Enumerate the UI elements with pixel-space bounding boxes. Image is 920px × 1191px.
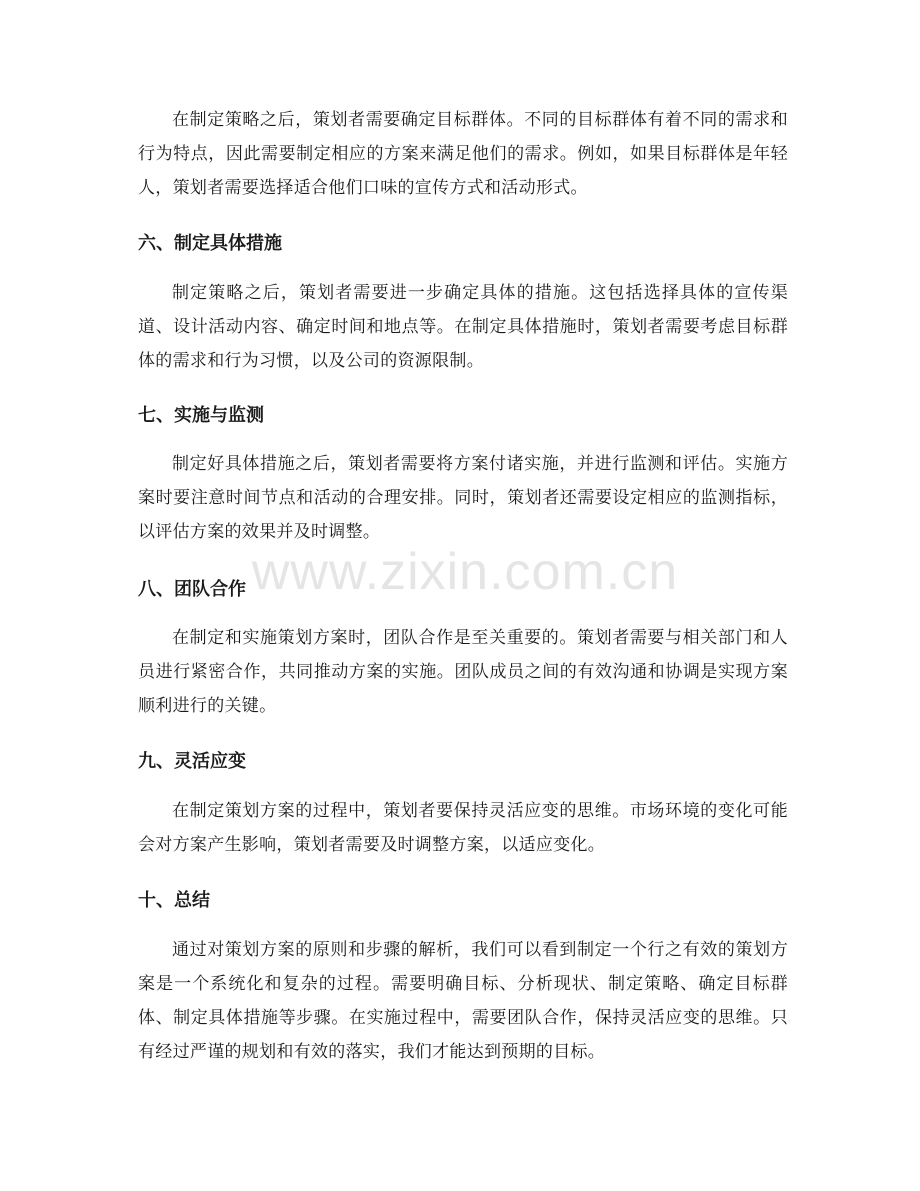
paragraph-10: 通过对策划方案的原则和步骤的解析，我们可以看到制定一个行之有效的策划方案是一个系统化和复杂的过程。需要明确目标、分析现状、制定策略、确定目标群体、制定具体措施等步骤。在实施过程中，需要团队合作，保持灵活应变的思维。只有经过严谨的规划和有效的落实，我们才能达到预期的目标。 (138, 940, 788, 1062)
paragraph-8: 在制定和实施策划方案时，团队合作是至关重要的。策划者需要与相关部门和人员进行紧密合作，共同推动方案的实施。团队成员之间的有效沟通和协调是实现方案顺利进行的关键。 (138, 628, 788, 716)
paragraph-9: 在制定策划方案的过程中，策划者要保持灵活应变的思维。市场环境的变化可能会对方案产生影响，策划者需要及时调整方案，以适应变化。 (138, 801, 788, 855)
section-6-body (138, 276, 788, 378)
section-intro (138, 103, 788, 205)
heading-10: 十、总结 (138, 890, 210, 911)
paragraph-7: 制定好具体措施之后，策划者需要将方案付诸实施，并进行监测和评估。实施方案时要注意时间节点和活动的合理安排。同时，策划者还需要设定相应的监测指标，以评估方案的效果并及时调整。 (138, 454, 788, 542)
section-7-body (138, 447, 788, 549)
watermark-text: www.zixin.com.cn (251, 543, 679, 601)
section-8-body (138, 621, 788, 723)
section-9 (138, 747, 788, 777)
heading-7: 七、实施与监测 (138, 405, 264, 426)
paragraph-target-group: 在制定策略之后，策划者需要确定目标群体。不同的目标群体有着不同的需求和行为特点，因此需要制定相应的方案来满足他们的需求。例如，如果目标群体是年轻人，策划者需要选择适合他们口味的宣传方式和活动形式。 (138, 110, 788, 198)
heading-9: 九、灵活应变 (138, 751, 246, 772)
section-9-body (138, 794, 788, 862)
heading-6: 六、制定具体措施 (138, 233, 282, 254)
section-10 (138, 886, 788, 916)
heading-8: 八、团队合作 (138, 579, 246, 600)
paragraph-6: 制定策略之后，策划者需要进一步确定具体的措施。这包括选择具体的宣传渠道、设计活动内容、确定时间和地点等。在制定具体措施时，策划者需要考虑目标群体的需求和行为习惯，以及公司的资源限制。 (138, 283, 788, 371)
section-10-body (138, 933, 788, 1069)
section-7 (138, 401, 788, 431)
section-6 (138, 229, 788, 259)
section-8 (138, 575, 788, 605)
